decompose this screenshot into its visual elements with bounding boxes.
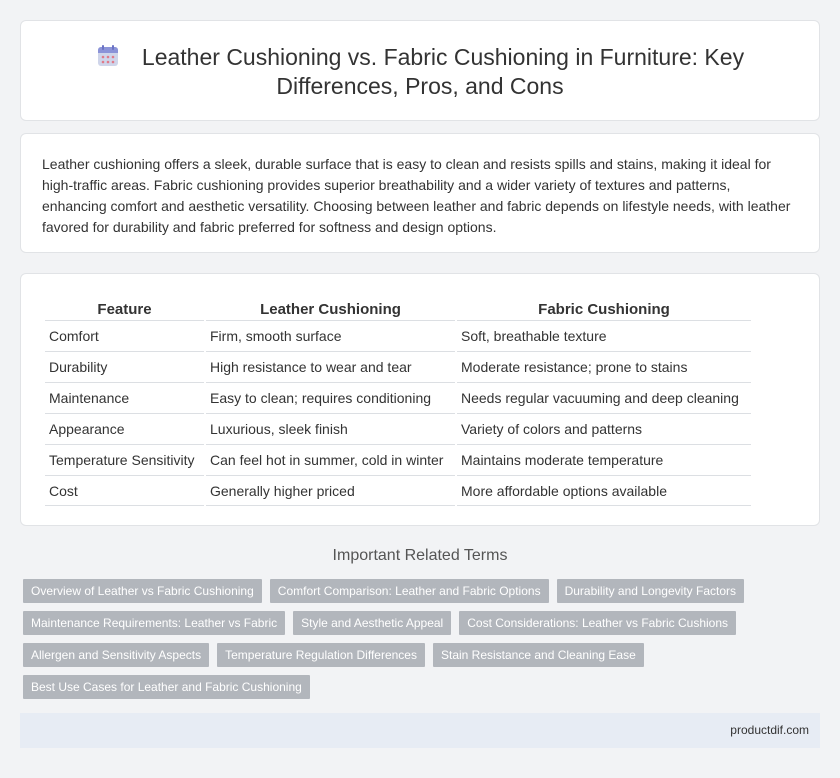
column-header-feature: Feature <box>97 301 152 318</box>
related-term-tag[interactable]: Allergen and Sensitivity Aspects <box>23 643 209 667</box>
table-cell: Durability <box>45 351 204 382</box>
related-term-tag[interactable]: Stain Resistance and Cleaning Ease <box>433 643 644 667</box>
table-row <box>45 413 751 444</box>
table-cell: Luxurious, sleek finish <box>206 413 455 444</box>
table-header-row <box>45 294 751 320</box>
table-row <box>45 351 751 382</box>
table-cell: Moderate resistance; prone to stains <box>457 351 751 382</box>
comparison-table <box>43 294 753 506</box>
table-cell: Soft, breathable texture <box>457 320 751 351</box>
table-cell: Generally higher priced <box>206 475 455 506</box>
table-row <box>45 475 751 506</box>
related-term-tag[interactable]: Durability and Longevity Factors <box>557 579 744 603</box>
table-row <box>45 382 751 413</box>
table-cell: Easy to clean; requires conditioning <box>206 382 455 413</box>
table-cell: High resistance to wear and tear <box>206 351 455 382</box>
table-cell: Maintains moderate temperature <box>457 444 751 475</box>
related-term-tag[interactable]: Maintenance Requirements: Leather vs Fabric <box>23 611 285 635</box>
summary-text: Leather cushioning offers a sleek, durable surface that is easy to clean and resists spills and stains, making it ideal for high-traffic areas. Fabric cushioning provides superior breathability and a wider variety of textures and patterns, enhancing comfort and aesthetic versatility. Choosing between leather and fabric depends on lifestyle needs, with leather favored for durability and fabric preferred for softness and design options. <box>42 156 791 235</box>
table-cell: Maintenance <box>45 382 204 413</box>
page-title <box>21 43 819 101</box>
table-cell: Appearance <box>45 413 204 444</box>
related-term-tag[interactable]: Comfort Comparison: Leather and Fabric Options <box>270 579 549 603</box>
table-row <box>45 444 751 475</box>
table-cell: Variety of colors and patterns <box>457 413 751 444</box>
related-terms-heading: Important Related Terms <box>332 547 508 564</box>
related-term-tag[interactable]: Temperature Regulation Differences <box>217 643 425 667</box>
table-cell: Firm, smooth surface <box>206 320 455 351</box>
related-term-tag[interactable]: Cost Considerations: Leather vs Fabric Cushions <box>459 611 736 635</box>
table-cell: Needs regular vacuuming and deep cleaning <box>457 382 751 413</box>
related-term-tag[interactable]: Style and Aesthetic Appeal <box>293 611 451 635</box>
table-row <box>45 320 751 351</box>
table-cell: Temperature Sensitivity <box>45 444 204 475</box>
comparison-card <box>20 273 820 526</box>
related-term-tag[interactable]: Best Use Cases for Leather and Fabric Cushioning <box>23 675 310 699</box>
column-header-leather: Leather Cushioning <box>260 301 401 318</box>
related-term-tag[interactable]: Overview of Leather vs Fabric Cushioning <box>23 579 262 603</box>
title-card <box>20 20 820 121</box>
table-cell: Cost <box>45 475 204 506</box>
page-title-text: Leather Cushioning vs. Fabric Cushioning in Furniture: Key Differences, Pros, and Cons <box>141 44 745 99</box>
related-terms-list <box>23 579 763 699</box>
table-cell: Can feel hot in summer, cold in winter <box>206 444 455 475</box>
summary-card <box>20 133 820 253</box>
column-header-fabric: Fabric Cushioning <box>538 301 670 318</box>
footer-site-name: productdif.com <box>730 723 809 737</box>
table-cell: Comfort <box>45 320 204 351</box>
footer <box>20 713 820 748</box>
table-cell: More affordable options available <box>457 475 751 506</box>
calendar-icon <box>96 44 120 68</box>
